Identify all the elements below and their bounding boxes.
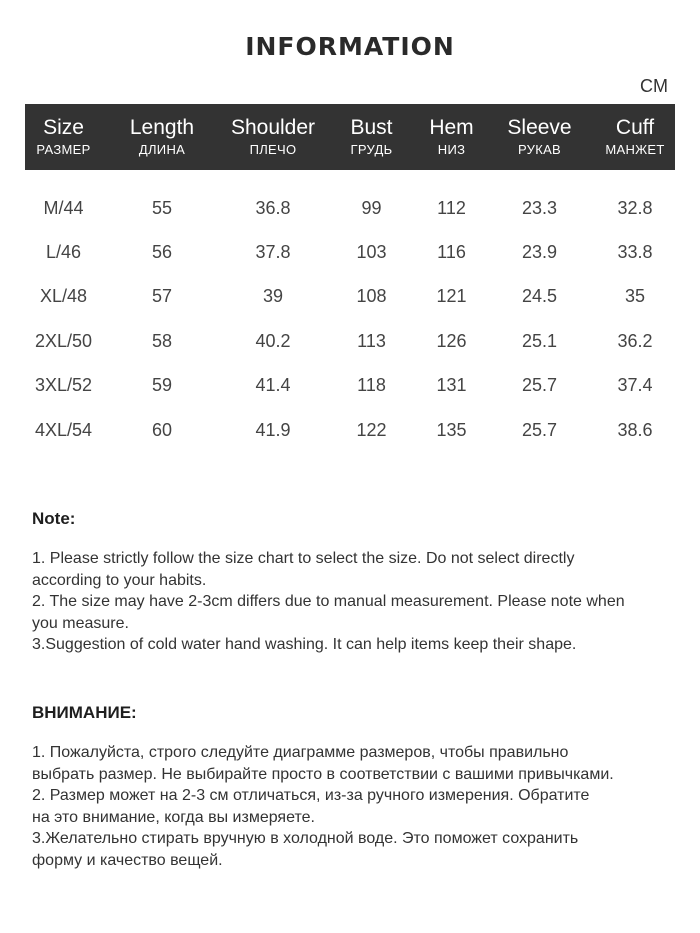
table-cell: 56: [151, 242, 173, 263]
table-cell: 41.4: [255, 375, 291, 396]
table-cell: 39: [262, 286, 284, 307]
note-line: на это внимание, когда вы измеряете.: [32, 808, 315, 826]
note-line: форму и качество вещей.: [32, 851, 223, 869]
note-line: 1. Пожалуйста, строго следуйте диаграмме размеров, чтобы правильно: [32, 744, 569, 761]
note-line: 2. The size may have 2-3cm differs due to manual measurement. Please note when: [32, 593, 625, 610]
table-cell: 41.9: [255, 419, 291, 440]
header-sublabel: РУКАВ: [517, 142, 562, 157]
table-cell: 4XL/54: [34, 419, 93, 440]
note-line: 3.Suggestion of cold water hand washing. It can help items keep their shape.: [32, 636, 577, 653]
table-cell: 108: [356, 286, 387, 307]
table-cell: 36.2: [617, 330, 653, 351]
note-line: выбрать размер. Не выбирайте просто в соответствии с вашими привычками.: [32, 765, 614, 783]
page-title: INFORMATION: [245, 32, 455, 61]
header-sublabel: ПЛЕЧО: [249, 142, 297, 157]
header-label: Sleeve: [507, 116, 572, 139]
table-cell: 55: [151, 197, 173, 218]
note-body: [32, 742, 672, 871]
note-line: 2. Размер может на 2-3 см отличаться, из-за ручного измерения. Обратите: [32, 787, 590, 804]
header-cuff: [595, 104, 675, 170]
table-cell: 25.7: [521, 375, 558, 396]
note-body: [32, 548, 672, 656]
header-label: Bust: [350, 116, 393, 139]
table-cell: 23.9: [521, 242, 558, 263]
table-header: [25, 104, 675, 170]
note-line: you measure.: [32, 614, 129, 632]
note-line: 1. Please strictly follow the size chart to select the size. Do not select directly: [32, 550, 575, 567]
table-row: [25, 319, 675, 363]
header-label: Shoulder: [230, 116, 316, 139]
header-sleeve: [484, 104, 595, 170]
header-bust: [324, 104, 419, 170]
size-table-body: [25, 186, 675, 452]
table-cell: 38.6: [617, 419, 653, 440]
note-line: according to your habits.: [32, 571, 207, 589]
note-line: 3.Желательно стирать вручную в холодной воде. Это поможет сохранить: [32, 830, 579, 847]
table-row: [25, 230, 675, 274]
table-cell: 37.8: [255, 242, 291, 263]
header-label: Hem: [429, 116, 474, 139]
table-cell: 135: [436, 419, 467, 440]
table-cell: L/46: [45, 242, 82, 263]
table-cell: 23.3: [521, 197, 558, 218]
table-cell: 131: [436, 375, 467, 396]
table-cell: XL/48: [39, 286, 88, 307]
table-cell: 57: [151, 286, 173, 307]
header-label: Length: [129, 116, 195, 139]
note-russian: [32, 703, 672, 871]
table-cell: 60: [151, 419, 173, 440]
table-cell: 25.7: [521, 419, 558, 440]
table-cell: 112: [437, 197, 466, 218]
note-title: Note:: [32, 509, 76, 528]
table-cell: 113: [357, 330, 386, 351]
table-cell: 37.4: [617, 375, 653, 396]
table-cell: M/44: [43, 197, 84, 218]
table-cell: 118: [357, 375, 386, 396]
header-shoulder: [222, 104, 324, 170]
table-cell: 103: [356, 242, 387, 263]
header-length: [102, 104, 222, 170]
table-row: [25, 364, 675, 408]
table-row: [25, 275, 675, 319]
header-sublabel: НИЗ: [437, 142, 466, 157]
header-label: Cuff: [615, 116, 655, 139]
table-cell: 126: [436, 330, 467, 351]
header-size: [25, 104, 102, 170]
header-sublabel: ДЛИНА: [138, 142, 186, 157]
header-sublabel: РАЗМЕР: [36, 142, 91, 157]
table-row: [25, 186, 675, 230]
table-cell: 59: [151, 375, 173, 396]
table-cell: 58: [151, 330, 173, 351]
table-cell: 35: [624, 286, 646, 307]
table-row: [25, 408, 675, 452]
table-cell: 24.5: [521, 286, 558, 307]
table-cell: 25.1: [521, 330, 558, 351]
table-cell: 36.8: [255, 197, 291, 218]
table-cell: 33.8: [617, 242, 653, 263]
table-cell: 2XL/50: [34, 330, 93, 351]
header-label: Size: [43, 116, 84, 139]
table-cell: 3XL/52: [34, 375, 93, 396]
header-hem: [419, 104, 484, 170]
table-cell: 99: [361, 197, 382, 218]
table-cell: 116: [437, 242, 466, 263]
table-cell: 121: [436, 286, 467, 307]
header-sublabel: МАНЖЕТ: [605, 142, 665, 157]
note-title: ВНИМАНИЕ:: [32, 703, 137, 722]
unit-label: CM: [640, 76, 668, 96]
note-english: [32, 509, 672, 656]
header-sublabel: ГРУДЬ: [350, 142, 393, 157]
table-cell: 32.8: [617, 197, 653, 218]
table-cell: 122: [356, 419, 387, 440]
table-cell: 40.2: [255, 330, 291, 351]
